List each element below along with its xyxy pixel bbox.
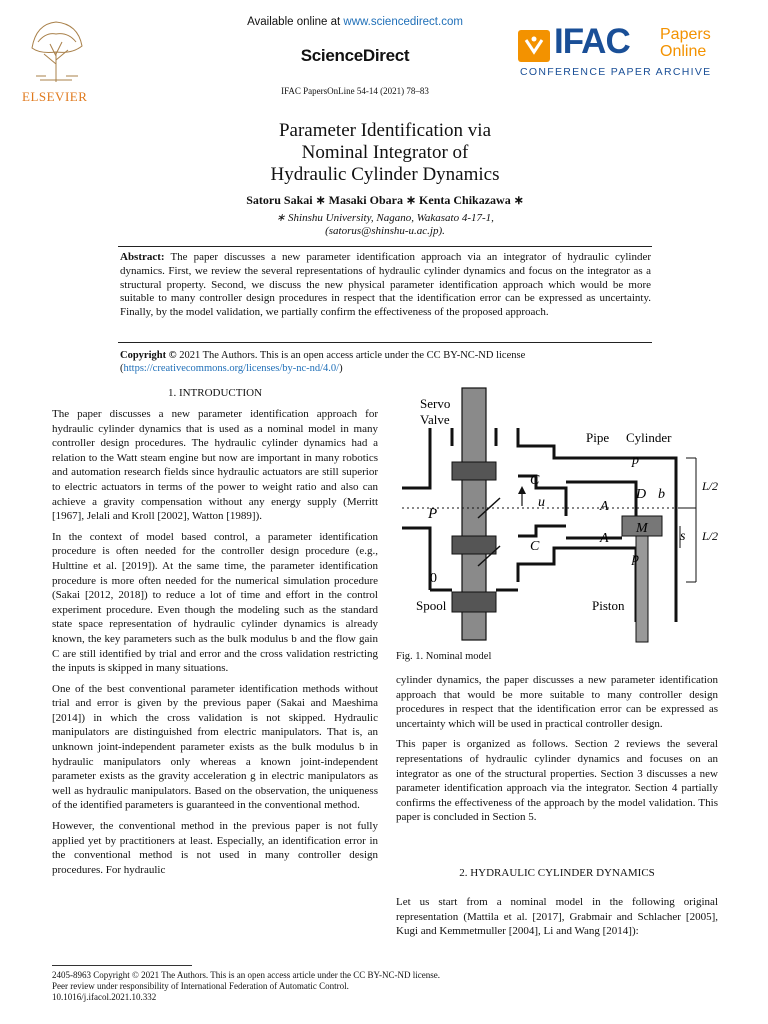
label-u: u: [538, 495, 545, 510]
right-paragraph-2: This paper is organized as follows. Section 2 reviews the several representations of hydraulic cylinder dynamics and focuses on an integrator as one of the structural properties. Section 3 discusses a new parameter identification approach via the integrator. Section 4 partially confirms the effectiveness of the approach by the model validation. This paper is concluded in Section 5.: [396, 738, 718, 824]
label-servo: Servo: [420, 396, 451, 411]
label-s: s: [680, 529, 686, 544]
paren-close: ): [339, 363, 343, 374]
label-zero: 0: [430, 571, 437, 586]
available-online: [200, 16, 510, 28]
title-line-2: Nominal Integrator of: [301, 142, 469, 163]
footer-doi[interactable]: 10.1016/j.ifacol.2021.10.332: [52, 992, 157, 1002]
intro-heading: 1. INTRODUCTION: [167, 387, 263, 399]
pipe-bottom-inner: [518, 526, 566, 536]
abstract: [120, 251, 651, 320]
ifac-archive: CONFERENCE PAPER ARCHIVE: [520, 66, 712, 78]
valve-housing-left-bottom: [402, 528, 430, 590]
right-column: [396, 673, 718, 825]
abstract-rule-top: [118, 246, 652, 247]
label-b: b: [658, 487, 665, 502]
label-spool: Spool: [416, 598, 447, 613]
figure-caption: Fig. 1. Nominal model: [396, 651, 492, 662]
sciencedirect-link[interactable]: www.sciencedirect.com: [343, 16, 463, 28]
elsevier-logo: [22, 14, 90, 104]
spool-land-bottom: [452, 536, 496, 554]
ifac-emblem-icon: [518, 30, 550, 62]
title-line-1: Parameter Identification via: [278, 120, 492, 141]
footer-peer-review: Peer review under responsibility of International Federation of Automatic Control.: [52, 981, 349, 991]
label-half-1: L/2: [702, 479, 719, 493]
right-paragraph-1: cylinder dynamics, the paper discusses a new parameter identification approach that would be more suitable to many controller design procedures in respect that the identification error can be expressed as uncertainty which will be used in practical controller design.: [396, 674, 718, 730]
hydraulic-diagram: [396, 386, 726, 644]
label-a-plus: A: [600, 499, 609, 514]
abstract-label: Abstract:: [120, 251, 165, 263]
elsevier-tree-icon: [22, 14, 90, 84]
label-a-minus: A: [600, 531, 609, 546]
label-half-2: L/2: [702, 529, 719, 543]
intro-paragraph-4: However, the conventional method in the previous paper is not fully applied yet by practitioners at least. Especially, an identification error in the conventional method is not used in many controller design procedures. For hydraulic: [52, 820, 378, 876]
right-paragraph-3: Let us start from a nominal model in the following original representation (Mattila et al. [2017], Grabmair and Schlacher [2005], Kugi and Kemmetmuller [2004], Li and Wang [2014]):: [396, 896, 718, 938]
valve-housing-left-top: [402, 428, 430, 488]
ifac-logo: [518, 22, 724, 84]
label-d: D: [636, 487, 647, 502]
label-M: M: [636, 521, 648, 536]
affiliation-line-2: (satorus@shinshu-u.ac.jp).: [325, 225, 445, 237]
figure-nominal-model: [396, 386, 726, 644]
footer-license: 2405-8963 Copyright © 2021 The Authors. This is an open access article under the CC BY-NC-ND license.: [52, 970, 440, 980]
intro-paragraph-3: One of the best conventional parameter identification methods without trial and error is given by the previous paper (Sakai and Maeshima [2014]) in which the cross validation is not skipped. Hydraulic manipulators are distinguished from electric manipulators. That is, an unknown joint-independent parameter exists as the bulk modulus b in hydraulic manipulators only whereas a known joint-independent parameter exists as the gravity acceleration g in electric manipulators as well as hydraulic manipulators. Based on the observation, the uniqueness of the identified parameters is guaranteed in the conventional method.: [52, 682, 378, 812]
sciencedirect-brand: ScienceDirect: [300, 46, 410, 65]
label-cylinder: Cylinder: [626, 430, 672, 445]
affiliation-line-1: ∗ Shinshu University, Nagano, Wakasato 4-17-1,: [276, 212, 494, 224]
title-line-3: Hydraulic Cylinder Dynamics: [270, 164, 500, 185]
available-prefix: Available online at: [247, 16, 344, 28]
label-p-minus: p: [632, 551, 639, 566]
elsevier-wordmark: ELSEVIER: [22, 89, 88, 104]
copyright-notice: [120, 349, 640, 375]
license-link[interactable]: https://creativecommons.org/licenses/by-nc-nd/4.0/: [123, 363, 340, 374]
abstract-rule-bottom: [118, 342, 652, 343]
label-p-plus: p: [632, 453, 639, 468]
footer-rule: [52, 965, 192, 966]
label-piston: Piston: [592, 598, 625, 613]
label-c-bottom: C: [530, 539, 540, 554]
footer: [52, 970, 712, 1003]
ifac-papers: Papers: [660, 26, 711, 43]
label-c-top: C: [530, 473, 540, 488]
copyright-label: Copyright ©: [120, 350, 177, 361]
paren-open: (: [120, 363, 124, 374]
u-arrow-head: [518, 486, 526, 494]
spool-land-base: [452, 592, 496, 612]
left-column: [52, 407, 378, 877]
intro-paragraph-2: In the context of model based control, a parameter identification procedure is often needed for the controller design procedure (e.g., Hulttine et al. [2019]). At the same time, the parameter identification procedure is more often needed for the numerical simulation procedure (Sakai [2012, 2018]) to reduce a lot of time and effort in the control experiment procedure. Even though the modeling such as the standard state space representation of hydraulic cylinder dynamics is already known, the key parameters such as the bulk modulus b and the flow gain C are still identified by trial and error and the cross validation restricting the inputs is skipped in many situations.: [52, 530, 378, 675]
spool-land-top: [452, 462, 496, 480]
hcd-heading: 2. HYDRAULIC CYLINDER DYNAMICS: [459, 867, 655, 879]
ifac-online: Online: [660, 43, 707, 60]
label-valve: Valve: [420, 412, 450, 427]
paper-title: [150, 120, 620, 186]
label-pipe: Pipe: [586, 430, 610, 445]
abstract-text: The paper discusses a new parameter identification approach via an integrator of hydraulic cylinder dynamics. First, we review the several representations of hydraulic cylinder dynamics and focus on the integrator as a structural property. Second, we discuss the new physical parameter identification approach which would be more suitable to many controller design procedures in respect that the identification error can be expressed as uncertainty. Finally, by the model validation, we partially confirm the effectiveness of the proposed approach.: [120, 251, 651, 319]
ifac-wordmark: IFAC: [554, 22, 630, 61]
copyright-text: 2021 The Authors. This is an open access article under the CC BY-NC-ND license: [176, 350, 526, 361]
author-names: Satoru Sakai ∗ Masaki Obara ∗ Kenta Chikazawa ∗: [246, 193, 524, 207]
label-P: P: [428, 506, 438, 522]
journal-reference: IFAC PapersOnLine 54-14 (2021) 78–83: [281, 86, 429, 96]
intro-paragraph-1: The paper discusses a new parameter identification approach for hydraulic cylinder dynamics that is used as a nominal model in many controller design procedures. The hydraulic cylinder dynamics had a relation to the Watt steam engine but now are important in many robotics and automation research fields since hydraulic actuators are still superior to electric actuators in terms of the power to weight ratio and also can achieve a gravity compensation without any energy supply (Merritt [1967], Jelali and Kroll [2002], Watton [1989]).: [52, 408, 378, 523]
